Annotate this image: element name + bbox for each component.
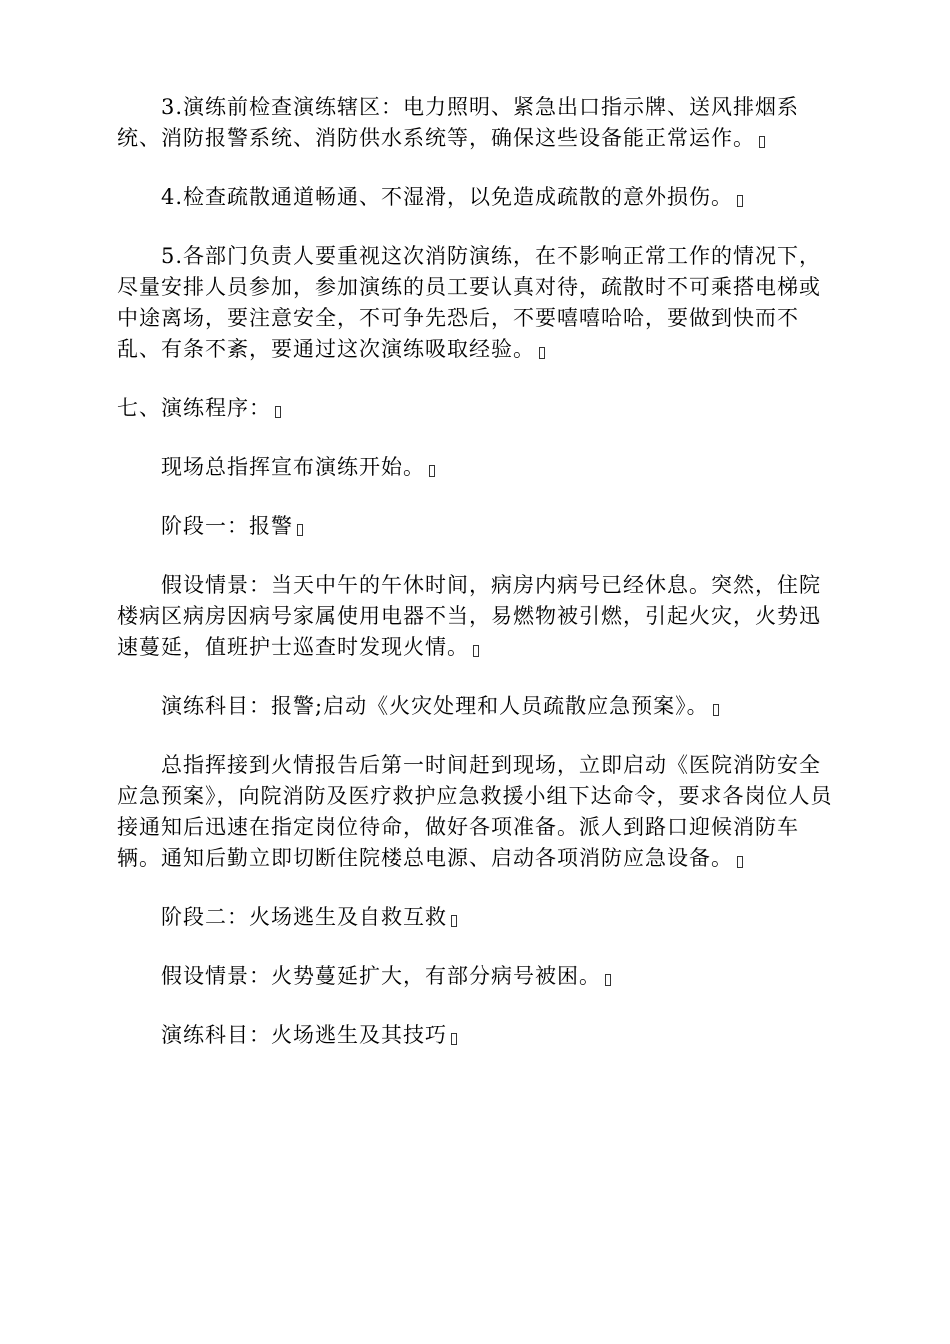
section-heading-procedure: 七、演练程序：: [117, 393, 837, 424]
paragraph-scenario-two: 假设情景：火势蔓延扩大，有部分病号被困。: [117, 961, 837, 992]
stage-two-heading: 阶段二：火场逃生及自救互救: [117, 902, 837, 933]
paragraph-commander-actions: 总指挥接到火情报告后第一时间赶到现场，立即启动《医院消防安全应急预案》，向院消防及医疗救护应急救援小组下达命令，要求各岗位人员接通知后迅速在指定岗位待命，做好各项准备。派人到路口迎候消防车辆。通知后勤立即切断住院楼总电源、启动各项消防应急设备。: [117, 753, 833, 870]
paragraph-mark-icon: [737, 856, 743, 868]
paragraph-mark-icon: [539, 347, 545, 359]
paragraph-mark-icon: [605, 974, 611, 986]
paragraph-mark-icon: [429, 465, 435, 477]
paragraph-drill-start: 现场总指挥宣布演练开始。: [117, 452, 837, 483]
paragraph-mark-icon: [451, 915, 457, 927]
paragraph-check-passage: 4.检查疏散通道畅通、不湿滑，以免造成疏散的意外损伤。: [117, 182, 837, 213]
paragraph-mark-icon: [713, 704, 719, 716]
paragraph-mark-icon: [759, 136, 765, 148]
paragraph-mark-icon: [451, 1033, 457, 1045]
paragraph-mark-icon: [275, 406, 281, 418]
paragraph-mark-icon: [737, 195, 743, 207]
paragraph-subject-two: 演练科目：火场逃生及其技巧: [117, 1020, 837, 1051]
paragraph-scenario-one: 假设情景：当天中午的午休时间，病房内病号已经休息。突然，住院楼病区病房因病号家属使用电器不当，易燃物被引燃，引起火灾，火势迅速蔓延，值班护士巡查时发现火情。: [117, 573, 821, 659]
paragraph-mark-icon: [473, 645, 479, 657]
paragraph-subject-one: 演练科目：报警;启动《火灾处理和人员疏散应急预案》。: [117, 691, 837, 722]
stage-one-heading: 阶段一：报警: [117, 511, 837, 542]
paragraph-department-heads: 5.各部门负责人要重视这次消防演练，在不影响正常工作的情况下，尽量安排人员参加，参加演练的员工要认真对待，疏散时不可乘搭电梯或中途离场，要注意安全，不可争先恐后，不要嘻嘻哈哈，要做到快而不乱、有条不紊，要通过这次演练吸取经验。: [117, 244, 822, 361]
paragraph-mark-icon: [297, 524, 303, 536]
paragraph-check-equipment: 3.演练前检查演练辖区：电力照明、紧急出口指示牌、送风排烟系统、消防报警系统、消防供水系统等，确保这些设备能正常运作。: [117, 95, 800, 150]
document-page: [117, 92, 837, 1051]
